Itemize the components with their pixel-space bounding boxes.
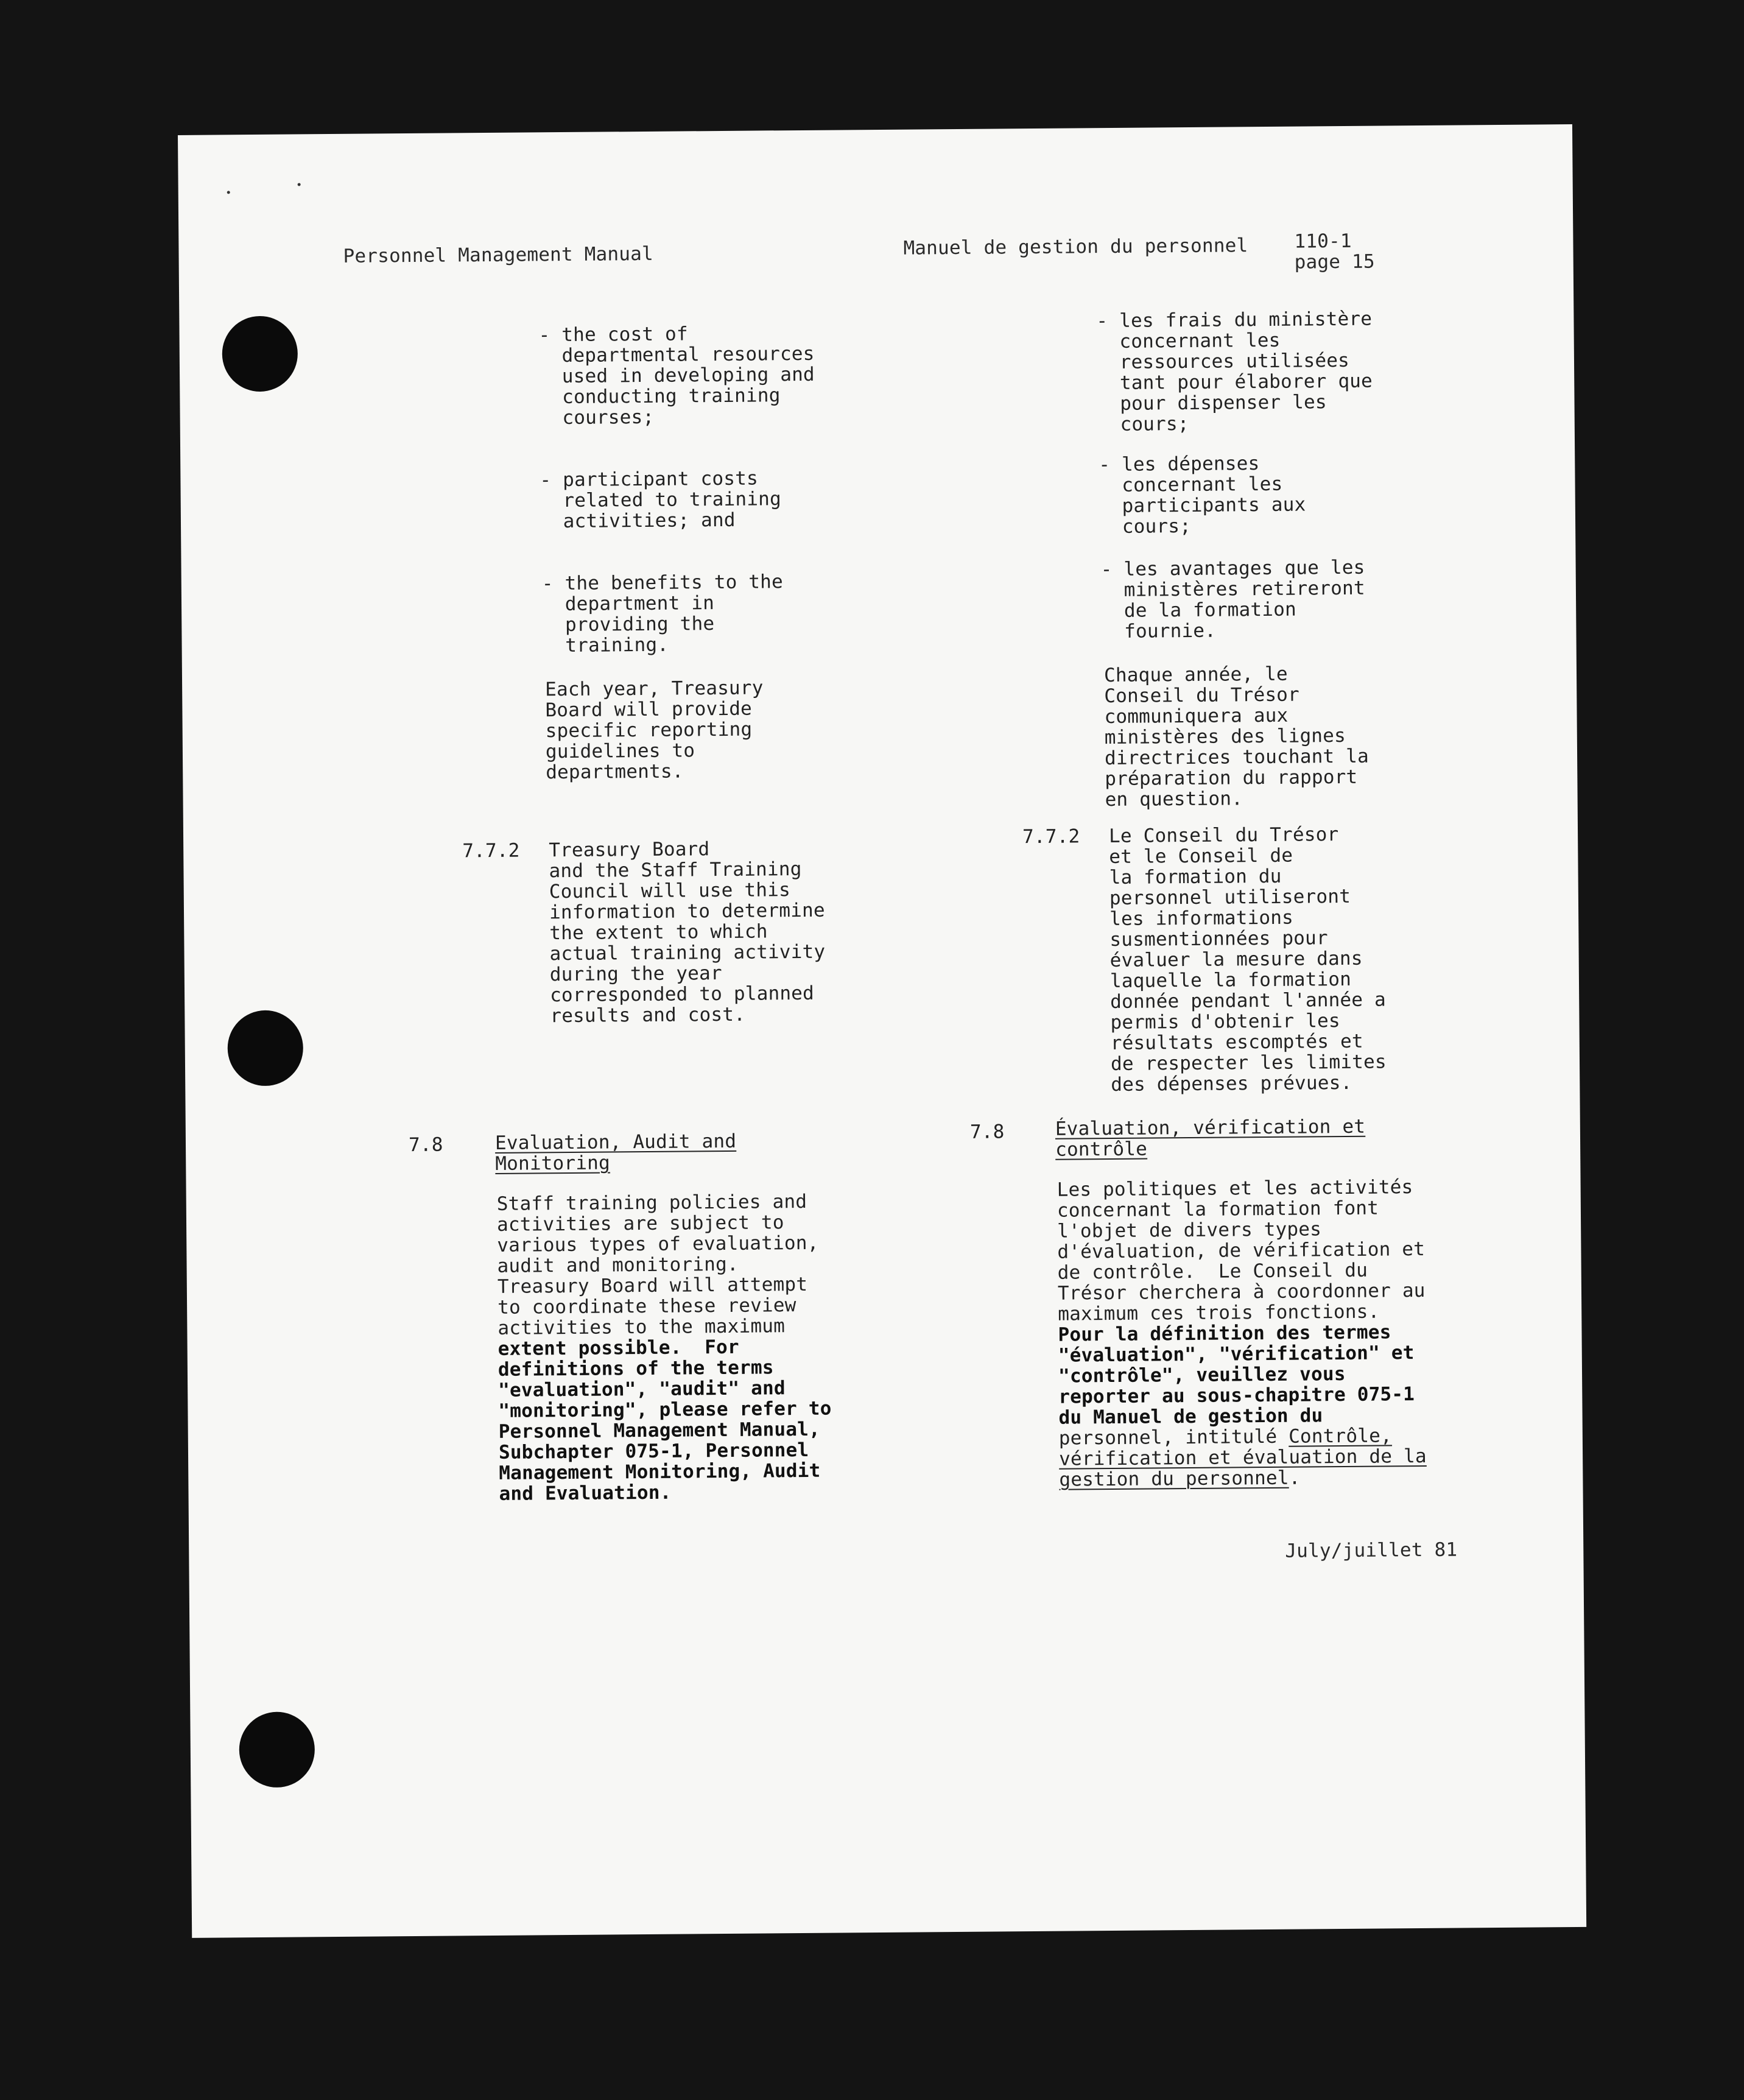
en-bullet-participant: - participant costs related to training activities; and [540,467,782,533]
en-section-7-8-bold-text: extent possible. For definitions of the terms "evaluation", "audit" and "monitoring", please refer to Personnel Management Manual, Subchapter 075-1, Personnel Management Monitoring, Audit and Evaluation. [498,1336,832,1505]
speck [298,183,301,186]
en-each-year-paragraph: Each year, Treasury Board will provide specific reporting guidelines to departments. [545,677,764,784]
header-chapter: 110-1 [1294,230,1352,253]
en-bullet-cost: - the cost of departmental resources used in developing and conducting training courses; [538,323,815,429]
fr-section-number-7-7-2: 7.7.2 [1022,825,1080,848]
fr-chaque-annee-paragraph: Chaque année, le Conseil du Trésor communiquera aux ministères des lignes directrices touchant la préparation du rapport en question. [1103,663,1370,811]
punch-hole-middle [227,1010,303,1086]
fr-reference-end: . [1289,1467,1301,1489]
fr-reference-title-line2: vérification et évaluation de la [1058,1445,1427,1470]
punch-hole-bottom [239,1711,315,1788]
fr-section-7-7-2-text: Le Conseil du Trésor et le Conseil de la formation du personnel utiliseront les informations susmentionnées pour évaluer la mesure dans laquelle la formation donnée pendant l'année a permis d'obtenir les résultats escomptés et de respecter les limites des dépenses prévues. [1108,823,1387,1096]
en-section-7-7-2-text: Treasury Board and the Staff Training Council will use this information to determine the extent to which actual training activity during the year corresponded to planned results and cost. [549,838,826,1027]
en-section-7-8-heading: Evaluation, Audit and Monitoring [494,1130,737,1175]
speck [227,191,230,194]
header-page-number: page 15 [1294,250,1375,273]
header-right-title: Manuel de gestion du personnel [903,234,1248,259]
en-section-7-8-text: Staff training policies and activities are subject to various types of evaluation, audit and monitoring. Treasury Board will attempt to coordinate these review activities to the maximum [496,1190,819,1339]
fr-section-7-8-bold-text: Pour la définition des termes "évaluation", "vérification" et "contrôle", veuillez vous reporter au sous-chapitre 075-1 du Manuel de gestion du [1058,1321,1415,1429]
fr-section-7-8-text: Les politiques et les activités concernant la formation font l'objet de divers types d'évaluation, de vérification et de contrôle. Le Conseil du Trésor cherchera à coordonner au maximum ces trois fonctions. [1057,1176,1426,1325]
fr-bullet-depenses: - les dépenses concernant les participants aux cours; [1099,453,1306,538]
fr-section-7-8-reference [1059,1425,1427,1490]
header-left-title: Personnel Management Manual [343,242,654,267]
en-bullet-benefits: - the benefits to the department in providing the training. [541,571,784,657]
document-page [178,124,1586,1938]
fr-section-number-7-8: 7.8 [969,1121,1005,1143]
fr-reference-prefix: personnel, intitulé [1058,1425,1289,1450]
en-section-number-7-8: 7.8 [408,1133,443,1157]
fr-section-7-8-heading: Évaluation, vérification et contrôle [1055,1115,1366,1161]
en-section-number-7-7-2: 7.7.2 [462,839,520,862]
footer-date: July/juillet 81 [1285,1538,1458,1562]
fr-reference-title-line3: gestion du personnel [1059,1467,1289,1491]
fr-bullet-frais: - les frais du ministère concernant les ressources utilisées tant pour élaborer que pour dispenser les cours; [1096,308,1373,436]
punch-hole-top [222,315,298,392]
fr-reference-title-line1: Contrôle, [1288,1425,1393,1448]
fr-bullet-avantages: - les avantages que les ministères retireront de la formation fournie. [1100,556,1365,643]
